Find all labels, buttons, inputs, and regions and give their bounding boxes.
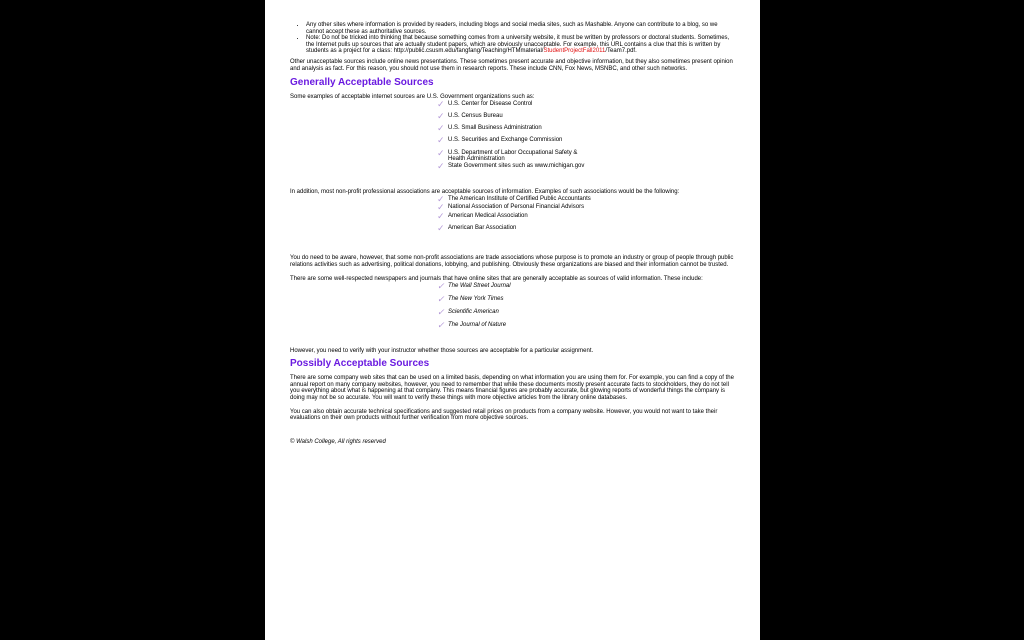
list-item: ✓ American Bar Association [437, 223, 517, 234]
list-item: ✓ U.S. Census Bureau [437, 110, 503, 121]
other-sources-paragraph: Other unacceptable sources include online news presentations. These sometimes present accurate and objective information, but they also sometimes present opinion and analysis as fact. For this reason, you should not use them in research reports. These include CNN, Fox News, MSNBC, and other such networks. [290, 58, 733, 72]
document-content [290, 0, 735, 445]
checkmark-icon: ✓ [437, 293, 445, 304]
newspapers-list [437, 280, 592, 331]
document-page [265, 0, 760, 640]
copyright-notice: © Walsh College, All rights reserved [290, 438, 386, 445]
list-item: ✓ U.S. Small Business Administration [437, 123, 542, 134]
gov-intro-paragraph: Some examples of acceptable internet sources are U.S. Government organizations such as: [290, 94, 535, 101]
list-item: ✓ The American Institute of Certified Public Accountants [437, 193, 591, 204]
list-item: ✓ Scientific American [437, 307, 499, 318]
checkmark-icon: ✓ [437, 123, 445, 134]
checkmark-icon: ✓ [437, 320, 445, 331]
checkmark-icon: ✓ [437, 280, 445, 291]
associations-list [437, 193, 592, 234]
note-text: Note: Do not be tricked into thinking that because something comes from a university website, it must be written by professors or doctoral students. Sometimes, the Internet pulls up sources that are actually student papers, which are obviously unacceptable. For example, this URL contains a clue that this is written by students as a project for a class: http://public.csusm.edu/fangfang/Teaching/HTMmaterial/ [306, 35, 730, 55]
checkmark-icon: ✓ [437, 307, 445, 318]
list-item: ✓ The Wall Street Journal [437, 280, 511, 291]
technical-specs-paragraph: You can also obtain accurate technical specifications and suggested retail prices on products from a company website. However, you would not want to take their evaluations on their own products without further verification from more objective sources. [290, 408, 718, 422]
checkmark-icon: ✓ [437, 147, 445, 158]
gov-orgs-list [437, 98, 592, 171]
list-item: ✓ U.S. Securities and Exchange Commission [437, 135, 563, 146]
url-end: /Team7.pdf. [605, 48, 637, 55]
checkmark-icon: ✓ [437, 98, 445, 109]
list-item: ✓ The New York Times [437, 293, 504, 304]
company-sites-paragraph: There are some company web sites that can be used on a limited basis, depending on what information you are using them for. For example, you can find a copy of the annual report on many company websites, however, you need to remember that while these documents mostly present accurate facts to stockholders, they do not tell you everything about what is happening at that company. This means financial figures are probably accurate, but glowing reports of wonderful things the company is doing may not be so accurate. You will want to verify these things with more objective articles from the library online databases. [290, 375, 734, 402]
newspapers-paragraph: There are some well-respected newspapers and journals that have online sites that are generally acceptable as sources of valid information. These include: [290, 276, 703, 283]
list-item: ✓ U.S. Department of Labor Occupational Safety & Health Administration [437, 147, 578, 163]
bullet-item [306, 35, 735, 55]
checkmark-icon: ✓ [437, 193, 445, 204]
verify-paragraph: However, you need to verify with your instructor whether those sources are acceptable for a particular assignment. [290, 347, 594, 354]
trade-associations-paragraph: You do need to be aware, however, that some non-profit associations are trade associations whose purpose is to promote an industry or group of people through public relations activities such as advertising, political donations, lobbying, and publishing. Obviously these organizations are biased and their information cannot be trusted. [290, 255, 734, 268]
unacceptable-bullet-list [290, 22, 735, 55]
checkmark-icon: ✓ [437, 202, 445, 213]
list-item: ✓ American Medical Association [437, 211, 528, 222]
heading-generally-acceptable: Generally Acceptable Sources [290, 77, 434, 89]
list-item: ✓ U.S. Center for Disease Control [437, 98, 533, 109]
checkmark-icon: ✓ [437, 223, 445, 234]
checkmark-icon: ✓ [437, 160, 445, 171]
nonprofit-paragraph: In addition, most non-profit professional associations are acceptable sources of information. Examples of such associations would be the following: [290, 189, 680, 196]
list-item: ✓ National Association of Personal Financial Advisors [437, 202, 585, 213]
list-item: ✓ State Government sites such as www.michigan.gov [437, 160, 585, 171]
checkmark-icon: ✓ [437, 135, 445, 146]
url-highlight: StudentProjectFall2011 [543, 48, 606, 55]
checkmark-icon: ✓ [437, 110, 445, 121]
checkmark-icon: ✓ [437, 211, 445, 222]
bullet-item: • Any other sites where information is provided by readers, including blogs and social media sites, such as Mashable. Anyone can contribute to a blog, so we cannot accept these as authoritative sources. [306, 22, 735, 35]
list-item: ✓ The Journal of Nature [437, 320, 507, 331]
heading-possibly-acceptable: Possibly Acceptable Sources [290, 358, 430, 370]
